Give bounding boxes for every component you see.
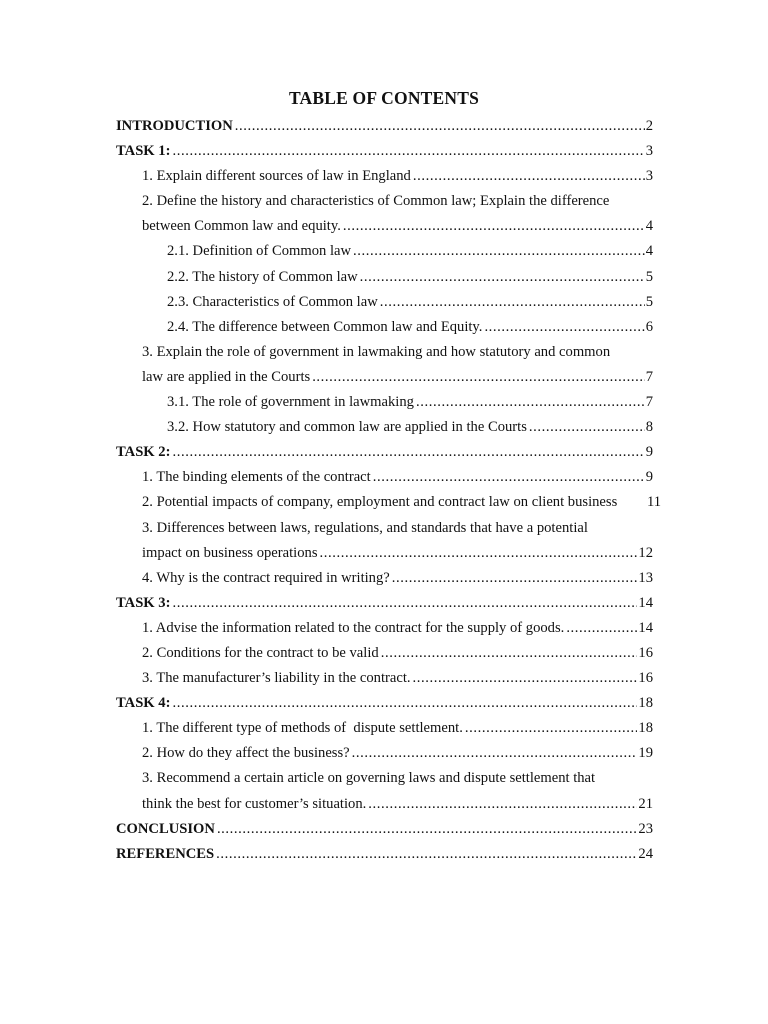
toc-page-number: 5: [645, 268, 653, 285]
toc-entry-line-2[interactable]: [0, 793, 768, 818]
toc-entry[interactable]: [0, 617, 768, 642]
leader-dots: [235, 118, 645, 135]
leader-dots: [392, 570, 638, 587]
toc-entry[interactable]: [0, 642, 768, 667]
toc-page-number: 14: [638, 594, 653, 611]
toc-entry[interactable]: [0, 567, 768, 592]
toc-page-number: 24: [638, 845, 653, 862]
toc-entry-title: REFERENCES: [116, 845, 215, 862]
toc-entry-title: 1. Explain different sources of law in England: [142, 168, 411, 185]
toc-subentry[interactable]: [0, 240, 768, 265]
toc-page-number: 9: [645, 469, 653, 486]
toc-page-number: 13: [638, 569, 653, 586]
toc-entry-task-2[interactable]: [0, 441, 768, 466]
leader-dots: [368, 796, 637, 813]
toc-entry[interactable]: [0, 742, 768, 767]
toc-entry-title: think the best for customer’s situation.: [142, 795, 367, 812]
toc-entry-title: law are applied in the Courts: [142, 368, 311, 385]
toc-page-number: 16: [638, 644, 653, 661]
leader-dots: [172, 444, 644, 461]
toc-entry-title: TASK 1:: [116, 143, 171, 160]
toc-page-number: 23: [638, 820, 653, 837]
leader-dots: [484, 319, 644, 336]
toc-entry-title: 3. Recommend a certain article on governing laws and dispute settlement that: [142, 770, 596, 787]
leader-dots: [529, 419, 645, 436]
toc-page-number: 5: [645, 293, 653, 310]
toc-entry-title: 3. Differences between laws, regulations, and standards that have a potential: [142, 519, 588, 536]
toc-page-number: 11: [647, 494, 662, 511]
toc-page-number: 6: [645, 318, 653, 335]
toc-entry-title: 2.1. Definition of Common law: [167, 243, 352, 260]
toc-entry-task-4[interactable]: [0, 692, 768, 717]
toc-entry-line-2[interactable]: [0, 215, 768, 240]
toc-subentry[interactable]: [0, 291, 768, 316]
toc-entry[interactable]: [0, 165, 768, 190]
toc-entry-title: TASK 4:: [116, 695, 171, 712]
leader-dots: [413, 670, 638, 687]
toc-entry[interactable]: [0, 717, 768, 742]
toc-entry-line-1[interactable]: [0, 190, 768, 215]
toc-page-number: 12: [638, 544, 653, 561]
leader-dots: [416, 394, 645, 411]
toc-entry-line-2[interactable]: [0, 542, 768, 567]
toc-page-number: 2: [645, 118, 653, 134]
leader-dots: [360, 269, 645, 286]
leader-dots: [216, 846, 637, 863]
toc-subentry[interactable]: [0, 316, 768, 341]
toc-entry-introduction[interactable]: [0, 115, 768, 140]
toc-entry-title: 1. The different type of methods of dispute settlement.: [142, 720, 463, 737]
toc-page-number: 3: [645, 143, 653, 160]
toc-entry-title: INTRODUCTION: [116, 118, 233, 134]
toc-subentry[interactable]: [0, 266, 768, 291]
leader-dots: [217, 821, 637, 838]
toc-entry-line-2[interactable]: [0, 366, 768, 391]
toc-subentry[interactable]: [0, 416, 768, 441]
toc-list: [0, 115, 768, 868]
toc-page-number: 18: [638, 695, 653, 712]
toc-page-number: 19: [638, 745, 653, 762]
toc-entry-line-1[interactable]: [0, 767, 768, 792]
leader-dots: [465, 720, 638, 737]
toc-subentry[interactable]: [0, 391, 768, 416]
toc-entry-title: 2.2. The history of Common law: [167, 268, 358, 285]
toc-page-number: 16: [638, 670, 653, 687]
toc-page-number: 18: [638, 720, 653, 737]
toc-entry-title: 2. Define the history and characteristics of Common law; Explain the difference: [142, 193, 610, 210]
leader-dots: [312, 369, 645, 386]
leader-dots: [343, 218, 645, 235]
toc-entry-title: 3.1. The role of government in lawmaking: [167, 394, 414, 411]
toc-entry-title: 2.3. Characteristics of Common law: [167, 293, 378, 310]
leader-dots: [172, 595, 637, 612]
toc-entry-title: 1. The binding elements of the contract: [142, 469, 371, 486]
toc-page-number: 4: [645, 243, 653, 260]
leader-dots: [172, 695, 637, 712]
leader-dots: [320, 545, 638, 562]
toc-entry-title: 1. Advise the information related to the contract for the supply of goods.: [142, 619, 565, 636]
toc-entry-title: 3. Explain the role of government in lawmaking and how statutory and common: [142, 343, 611, 360]
toc-entry-title: TASK 2:: [116, 444, 171, 461]
toc-entry[interactable]: [0, 466, 768, 491]
toc-title: TABLE OF CONTENTS: [288, 88, 480, 108]
toc-entry-task-1[interactable]: [0, 140, 768, 165]
toc-entry-task-3[interactable]: [0, 592, 768, 617]
toc-entry-title: 2.4. The difference between Common law and Equity.: [167, 318, 483, 335]
leader-dots: [373, 469, 645, 486]
toc-entry[interactable]: [0, 667, 768, 692]
toc-page-number: 8: [645, 419, 653, 436]
toc-entry-line-1[interactable]: [0, 517, 768, 542]
toc-entry-title: 3.2. How statutory and common law are applied in the Courts: [167, 419, 527, 436]
leader-dots: [380, 294, 645, 311]
toc-entry-title: 4. Why is the contract required in writing?: [142, 569, 390, 586]
toc-entry[interactable]: [0, 491, 768, 516]
leader-dots: [353, 243, 645, 260]
leader-dots: [413, 168, 645, 185]
toc-page-number: 4: [645, 218, 653, 235]
toc-page-number: 14: [638, 619, 653, 636]
toc-entry-title: impact on business operations: [142, 544, 318, 561]
toc-entry-title: 2. How do they affect the business?: [142, 745, 350, 762]
toc-page-number: 7: [645, 368, 653, 385]
toc-entry-title: TASK 3:: [116, 594, 171, 611]
toc-page-number: 3: [645, 168, 653, 185]
toc-entry-references[interactable]: [0, 843, 768, 868]
toc-entry-conclusion[interactable]: [0, 818, 768, 843]
toc-page-number: 21: [638, 795, 653, 812]
toc-entry-title: between Common law and equity.: [142, 218, 341, 235]
toc-entry-title: 3. The manufacturer’s liability in the contract.: [142, 670, 411, 687]
toc-page-number: 7: [645, 394, 653, 411]
toc-page-number: 9: [645, 444, 653, 461]
toc-entry-title: 2. Potential impacts of company, employment and contract law on client business: [142, 494, 618, 511]
leader-dots: [381, 645, 638, 662]
leader-dots: [172, 143, 644, 160]
leader-dots: [566, 620, 637, 637]
toc-entry-line-1[interactable]: [0, 341, 768, 366]
leader-dots: [352, 745, 638, 762]
toc-entry-title: CONCLUSION: [116, 820, 215, 837]
toc-entry-title: 2. Conditions for the contract to be valid: [142, 644, 379, 661]
